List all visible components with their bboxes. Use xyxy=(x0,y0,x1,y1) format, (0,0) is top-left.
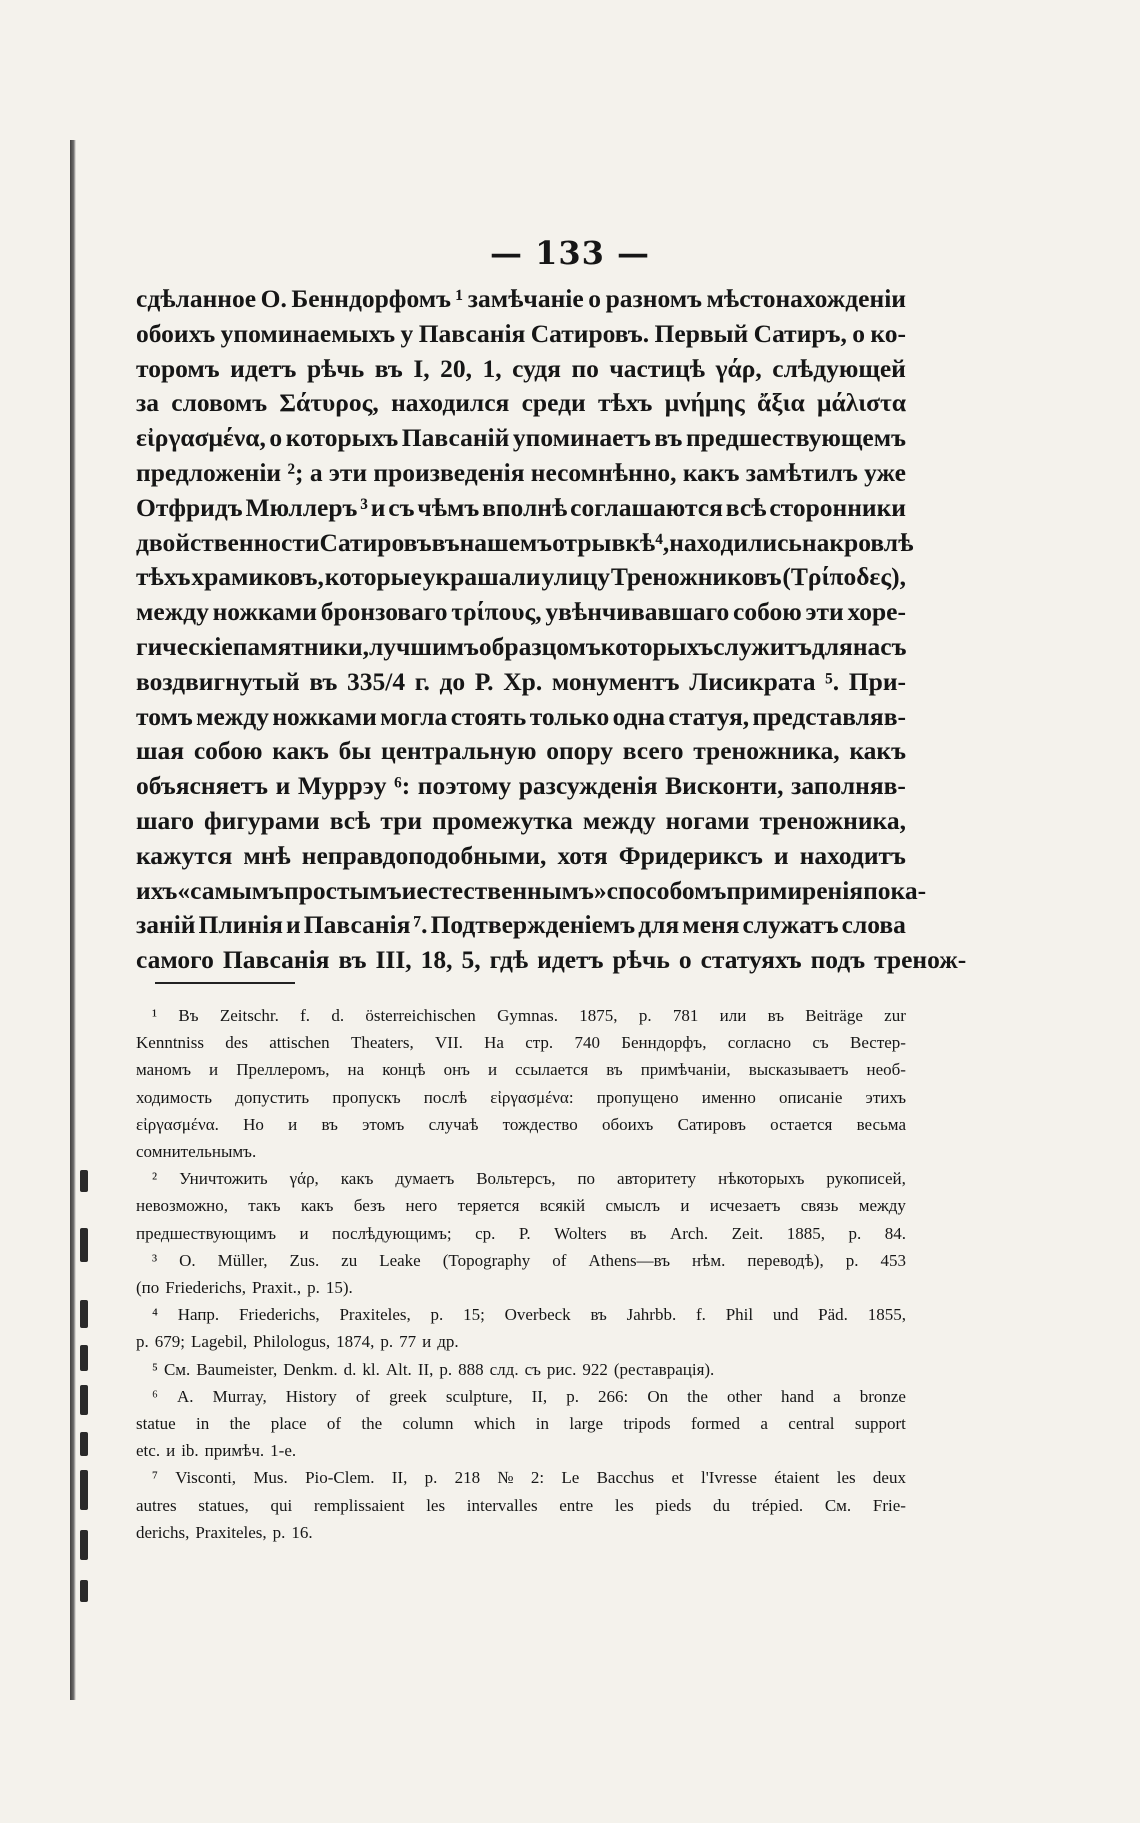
footnote-line: ⁴ Напр. Friederichs, Praxiteles, p. 15; Overbeck въ Jahrbb. f. Phil und Päd. 1855, xyxy=(152,1305,906,1325)
main-text-block xyxy=(136,282,967,978)
footnote-line: ходимость допустить пропускъ послѣ εἰργασμένα: пропущено именно описаніе этихъ xyxy=(136,1087,906,1107)
body-line: воздвигнутый въ 335/4 г. до Р. Хр. монументъ Лисикрата ⁵. При- xyxy=(136,666,906,696)
footnote-line: маномъ и Преллеромъ, на концѣ онъ и ссылается въ примѣчаніи, высказываетъ необ- xyxy=(136,1060,906,1080)
body-line: томъ между ножками могла стоять только одна статуя, представляв- xyxy=(136,701,906,731)
footnote-line: p. 679; Lagebil, Philologus, 1874, p. 77 и др. xyxy=(136,1332,459,1352)
footnote-line: derichs, Praxiteles, p. 16. xyxy=(136,1522,313,1542)
body-line: объясняетъ и Муррэу ⁶: поэтому разсужденія Висконти, заполняв- xyxy=(136,771,906,801)
footnote-line: etc. и ib. примѣч. 1-е. xyxy=(136,1441,297,1461)
body-line: сдѣланное О. Бенндорфомъ ¹ замѣчаніе о разномъ мѣстонахожденіи xyxy=(136,284,906,313)
footnote-line: ⁶ A. Murray, History of greek sculpture, II, p. 266: On the other hand a bronze xyxy=(152,1386,906,1406)
footnote-line: ¹ Въ Zeitschr. f. d. österreichischen Gymnas. 1875, p. 781 или въ Beiträge zur xyxy=(152,1006,906,1025)
footnote-line: ⁷ Visconti, Mus. Pio-Clem. II, p. 218 № 2: Le Bacchus et l'Ivresse étaient les deux xyxy=(152,1468,906,1488)
footnote-line: сомнительнымъ. xyxy=(136,1142,257,1162)
footnote-line: предшествующимъ и послѣдующимъ; ср. P. Wolters въ Arch. Zeit. 1885, p. 84. xyxy=(136,1223,906,1243)
footnote-line: (по Friederichs, Praxit., p. 15). xyxy=(136,1278,353,1298)
body-line: шая собою какъ бы центральную опору всего треножника, какъ xyxy=(136,736,906,766)
footnote-separator-rule xyxy=(155,982,295,984)
body-line: самого Павсанія въ III, 18, 5, гдѣ идетъ рѣчь о статуяхъ подъ тренож- xyxy=(136,945,967,975)
body-line: за словомъ Σάτυρος, находился среди тѣхъ μνήμης ἄξια μάλιστα xyxy=(136,388,906,418)
body-line: между ножками бронзоваго τρίπους, увѣнчивавшаго собою эти хоре- xyxy=(136,597,906,627)
footnote-line: εἰργασμένα. Но и въ этомъ случаѣ тождество обоихъ Сатировъ остается весьма xyxy=(136,1114,906,1134)
body-line: торомъ идетъ рѣчь въ I, 20, 1, судя по частицѣ γάρ, слѣдующей xyxy=(136,353,906,383)
page-number: — 133 — xyxy=(489,234,651,272)
margin-scan-marks xyxy=(80,1170,104,1770)
footnote-line: невозможно, такъ какъ безъ него теряется всякій смыслъ и исчезаетъ связь между xyxy=(136,1196,906,1216)
body-line: Отфридъ Мюллеръ ³ и съ чѣмъ вполнѣ соглашаются всѣ сторонники xyxy=(136,492,906,522)
body-line: тѣхъ храмиковъ, которые украшали улицу Треножниковъ (Τρίποδες), xyxy=(136,562,906,592)
body-line: заній Плинія и Павсанія ⁷. Подтвержденіемъ для меня служатъ слова xyxy=(136,910,906,940)
body-line: шаго фигурами всѣ три промежутка между ногами треножника, xyxy=(136,805,906,835)
body-line: двойственности Сатировъ въ нашемъ отрывкѣ ⁴, находились на кровлѣ xyxy=(136,527,914,557)
footnote-line: statue in the place of the column which in large tripods formed a central support xyxy=(136,1414,906,1434)
footnote-line: ⁵ См. Baumeister, Denkm. d. kl. Alt. II, p. 888 слд. съ рис. 922 (реставрація). xyxy=(152,1359,715,1379)
body-line: предложеніи ²; а эти произведенія несомнѣнно, какъ замѣтилъ уже xyxy=(136,457,906,487)
footnote-line: Kenntniss des attischen Theaters, VII. На стр. 740 Бенндорфъ, согласно съ Вестер- xyxy=(136,1033,906,1053)
body-line: кажутся мнѣ неправдоподобными, хотя Фридериксъ и находитъ xyxy=(136,840,906,870)
body-line: ихъ «самымъ простымъ и естественнымъ» способомъ примиренія пока- xyxy=(136,875,927,905)
footnote-line: ³ O. Müller, Zus. zu Leake (Topography of Athens—въ нѣм. переводѣ), p. 453 xyxy=(152,1250,906,1270)
body-line: обоихъ упоминаемыхъ у Павсанія Сатировъ. Первый Сатиръ, о ко- xyxy=(136,318,906,348)
page-binding-shadow xyxy=(70,140,76,1700)
body-line: εἰργασμένα, о которыхъ Павсаній упоминаетъ въ предшествующемъ xyxy=(136,423,906,453)
footnote-line: autres statues, qui remplissaient les intervalles entre les pieds du trépied. См. Frie- xyxy=(136,1495,906,1515)
footnote-line: ² Уничтожить γάρ, какъ думаетъ Вольтерсъ, по авторитету нѣкоторыхъ рукописей, xyxy=(152,1169,906,1189)
body-line: гическіе памятники, лучшимъ образцомъ которыхъ служитъ для насъ xyxy=(136,631,907,661)
footnotes-block xyxy=(136,1002,906,1546)
